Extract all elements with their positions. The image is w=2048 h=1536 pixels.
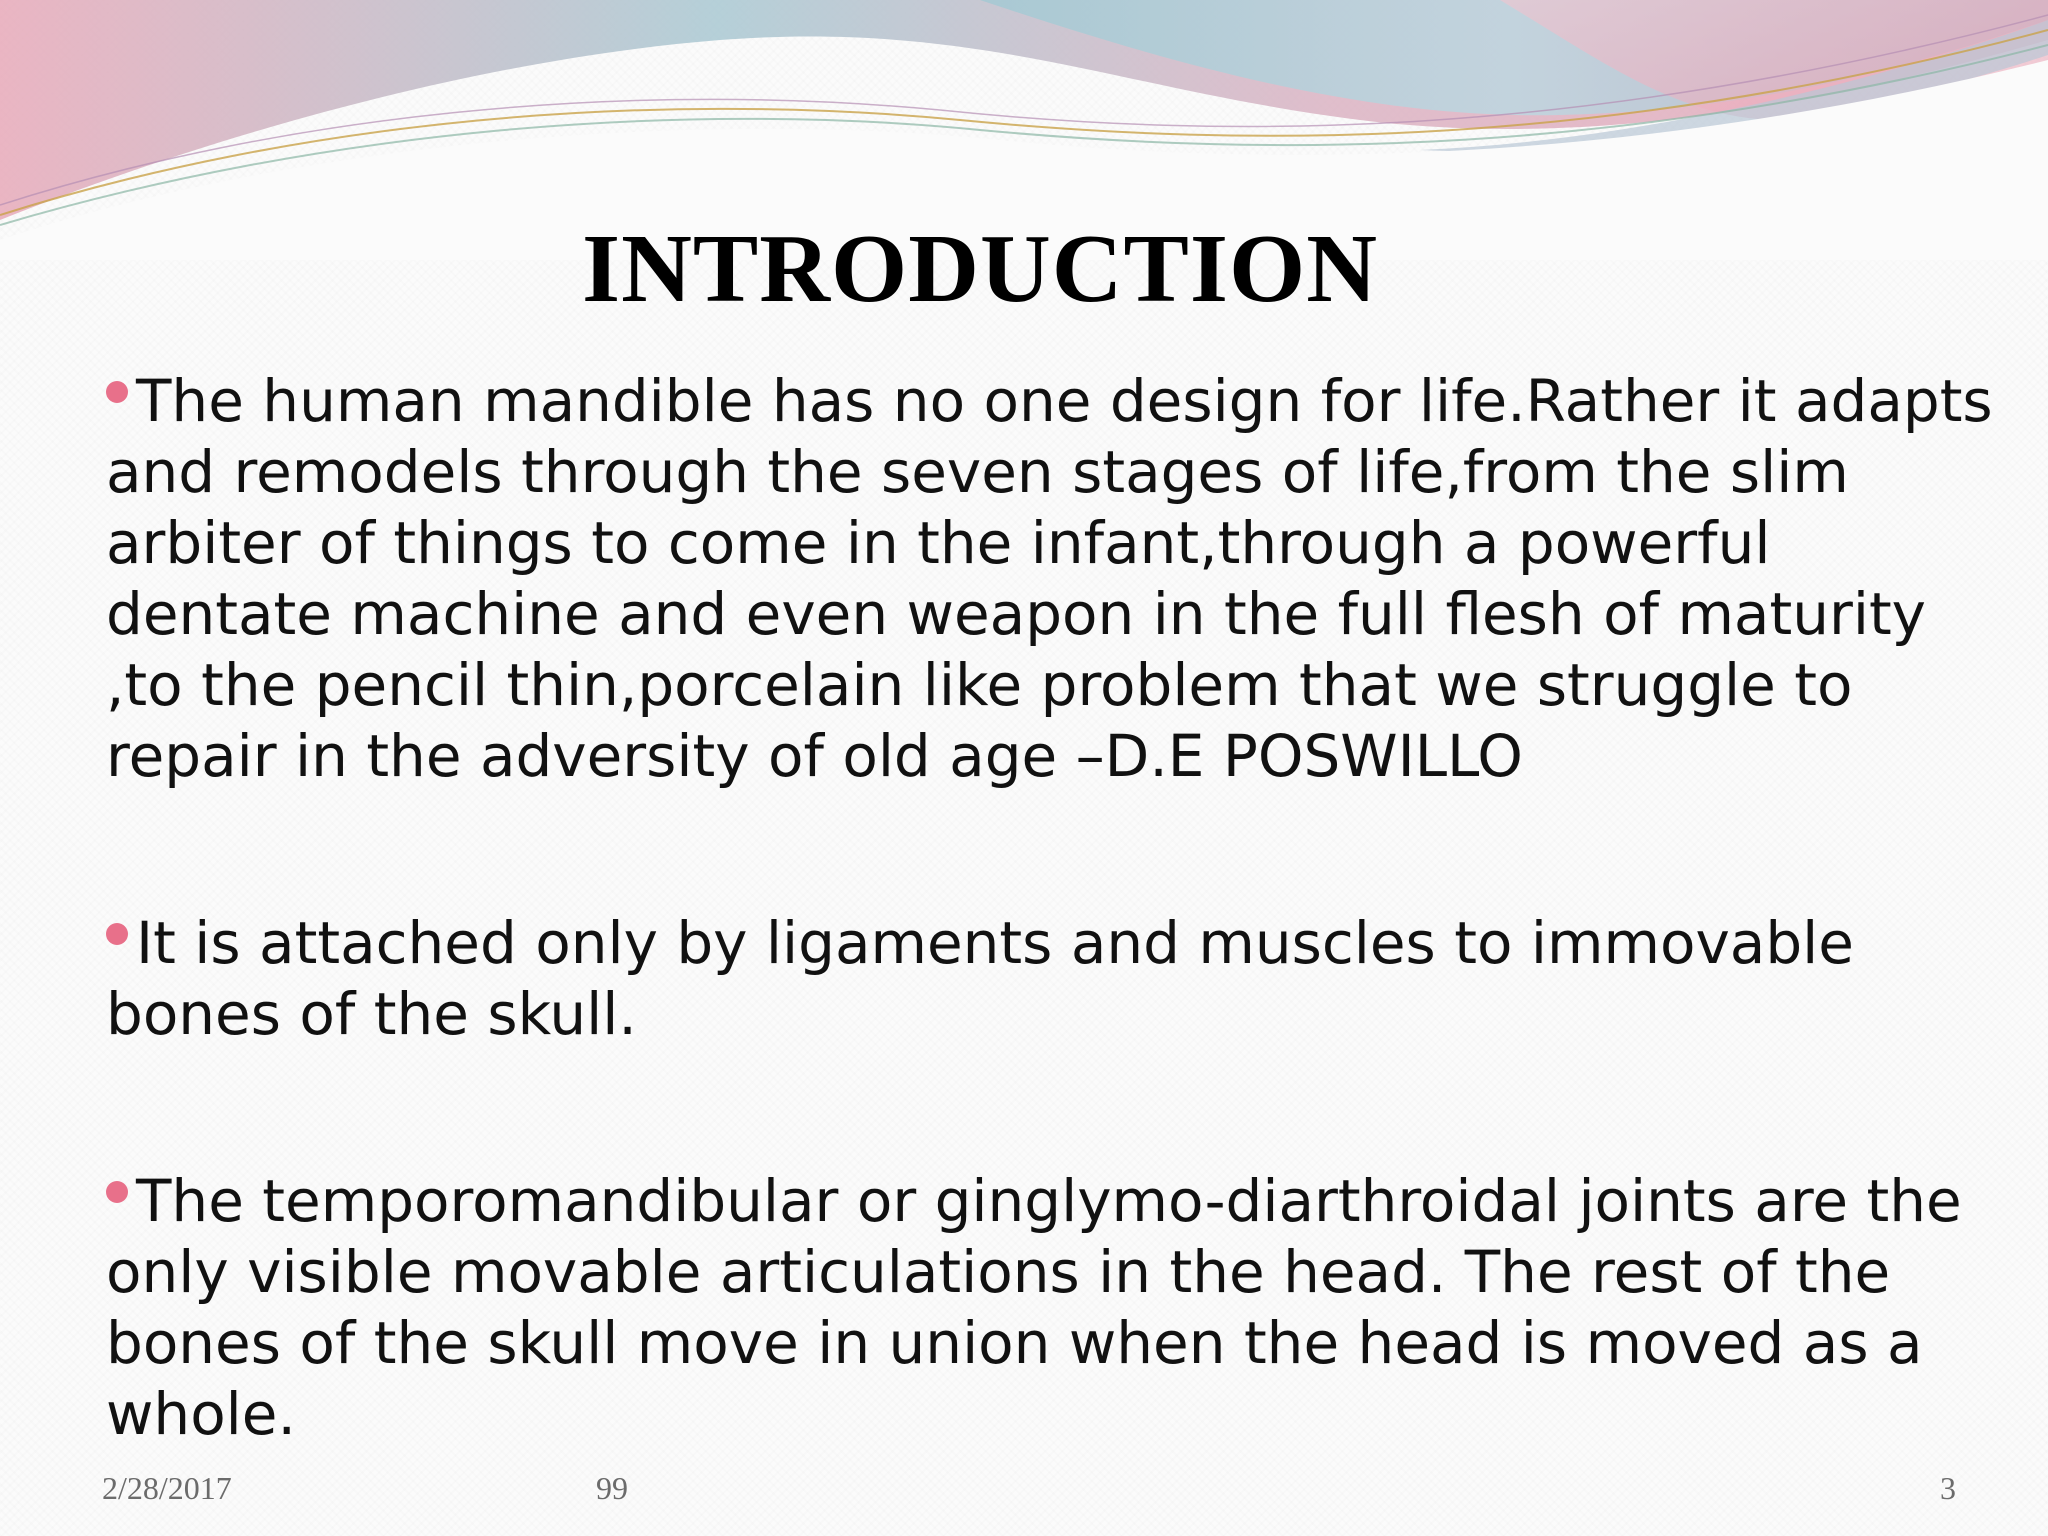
slide-page-number: 3 <box>1940 1470 1956 1506</box>
bullet-text-2: It is attached only by ligaments and muscles to immovable bones of the skull. <box>106 909 1854 1048</box>
footer-center-text: 99 <box>596 1470 628 1506</box>
bullet-dot-icon <box>106 1181 128 1203</box>
bullet-item-2 <box>106 908 2006 1050</box>
footer-date: 2/28/2017 <box>102 1470 232 1506</box>
bullet-item-3 <box>106 1166 2006 1450</box>
bullet-dot-icon <box>106 923 128 945</box>
slide-content <box>106 366 2006 1450</box>
bullet-text-3: The temporomandibular or ginglymo-diarthroidal joints are the only visible movable articulations in the head. The rest of the bones of the skull move in union when the head is moved as a whole. <box>106 1167 1962 1448</box>
bullet-item-1 <box>106 366 2006 792</box>
slide-title: INTRODUCTION <box>581 214 1379 323</box>
bullet-text-1: The human mandible has no one design for life.Rather it adapts and remodels through the seven stages of life,from the slim arbiter of things to come in the infant,through a powerful dentate machine and even weapon in the full flesh of maturity ,to the pencil thin,porcelain like problem that we struggle to repair in the adversity of old age –D.E POSWILLO <box>106 367 1993 790</box>
bullet-dot-icon <box>106 381 128 403</box>
